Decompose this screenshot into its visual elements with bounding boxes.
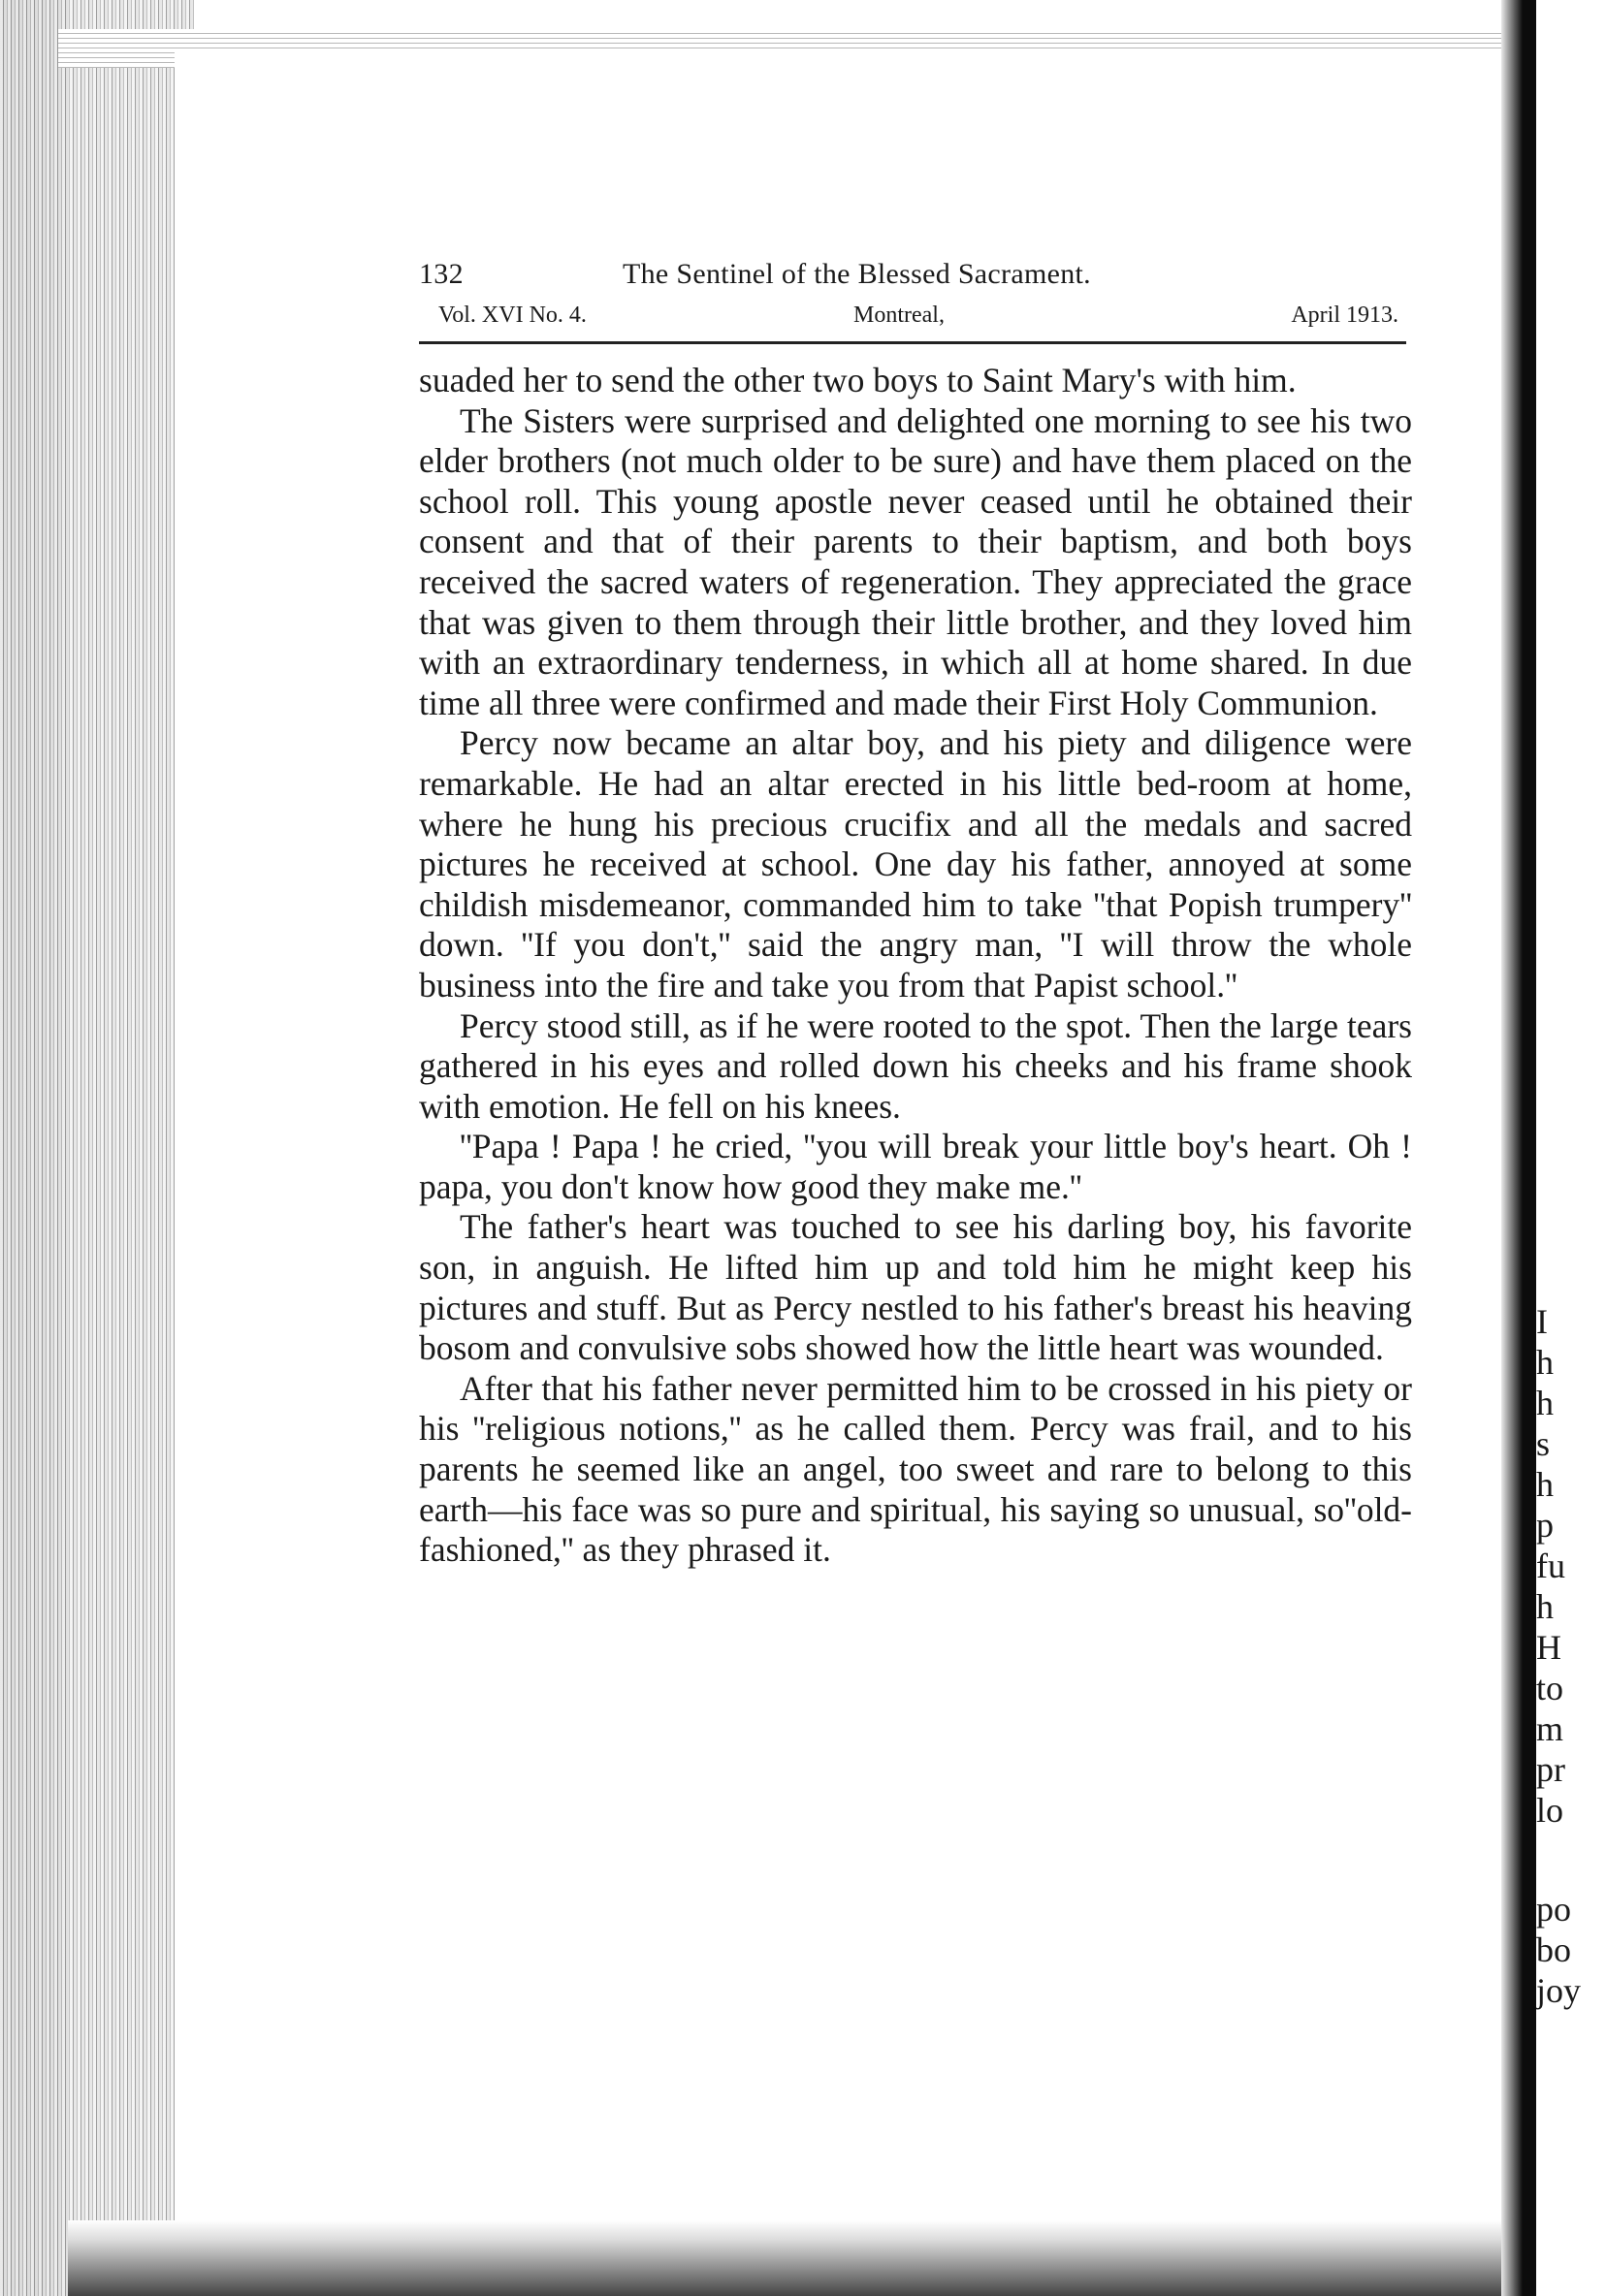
article-body (419, 361, 1412, 1571)
facing-page-fragment: h (1536, 1587, 1554, 1626)
facing-page-fragment: H (1536, 1628, 1561, 1667)
paragraph: The Sisters were surprised and delighted one morning to see his two elder brothers (not much older to be sure) and have them placed on the school roll. This young apostle never ceased until he obtained their consent and that of their parents to their baptism, and both boys received the sacred waters of regeneration. They appreciated the grace that was given to them through their little brother, and they loved him with an extraordinary tenderness, in which all at home shared. In due time all three were confirmed and made their First Holy Communion. (419, 400, 1412, 722)
paragraph: The father's heart was touched to see his darling boy, his favorite son, in anguish. He lifted him up and told him he might keep his pictures and stuff. But as Percy nestled to his father's breast his heaving bosom and convulsive sobs showed how the little heart was wounded. (419, 1207, 1412, 1368)
facing-page-fragment: I (1536, 1302, 1548, 1341)
facing-page-fragment: joy (1536, 1971, 1582, 2010)
issue-date: April 1913. (1291, 303, 1398, 328)
publication-place: Montreal, (853, 303, 945, 328)
page-number: 132 (419, 258, 464, 290)
page-edges (0, 0, 194, 2296)
facing-page-fragment: lo (1536, 1791, 1564, 1830)
issue-line (438, 303, 1398, 337)
facing-page-fragment: to (1536, 1669, 1564, 1707)
facing-page-fragment: bo (1536, 1930, 1571, 1969)
facing-page-fragment: pr (1536, 1750, 1565, 1789)
facing-page-fragment: p (1536, 1506, 1554, 1545)
paragraph: ''Papa ! Papa ! he cried, ''you will break your little boy's heart. Oh ! papa, you don't know how good they make me.'' (419, 1127, 1412, 1206)
facing-page-fragment: m (1536, 1709, 1564, 1748)
facing-page-fragment: po (1536, 1890, 1571, 1929)
paragraph: After that his father never permitted him to be crossed in his piety or his ''religious notions,'' as he called them. Percy was frail, and to his parents he seemed like an angel, too sweet and rare to belong to this earth—his face was so pure and spiritual, his saying so unusual, so''old-fashioned,'' as they phrased it. (419, 1368, 1412, 1570)
facing-page-fragment: h (1536, 1343, 1554, 1382)
facing-page-fragment: fu (1536, 1547, 1565, 1585)
page-bottom-shadow (68, 2220, 1532, 2296)
book-gutter (1501, 0, 1536, 2296)
journal-title: The Sentinel of the Blessed Sacrament. (623, 258, 1091, 290)
facing-page (1536, 0, 1606, 2296)
facing-page-fragment: s (1536, 1424, 1551, 1463)
paragraph: suaded her to send the other two boys to Saint Mary's with him. (419, 361, 1297, 399)
paragraph: Percy now became an altar boy, and his piety and diligence were remarkable. He had an altar erected in his little bed-room at home, where he hung his precious crucifix and all the medals and sacred pictures he received at school. One day his father, annoyed at some childish misdemeanor, commanded him to take ''that Popish trumpery'' down. ''If you don't,'' said the angry man, ''I will throw the whole business into the fire and take you from that Papist school.'' (419, 723, 1412, 1004)
header-rule (419, 341, 1406, 344)
volume-number: Vol. XVI No. 4. (438, 303, 587, 328)
facing-page-fragment: h (1536, 1384, 1554, 1422)
paragraph: Percy stood still, as if he were rooted to the spot. Then the large tears gathered in his eyes and rolled down his cheeks and his frame shook with emotion. He fell on his knees. (419, 1005, 1412, 1126)
facing-page-fragment: h (1536, 1465, 1554, 1504)
